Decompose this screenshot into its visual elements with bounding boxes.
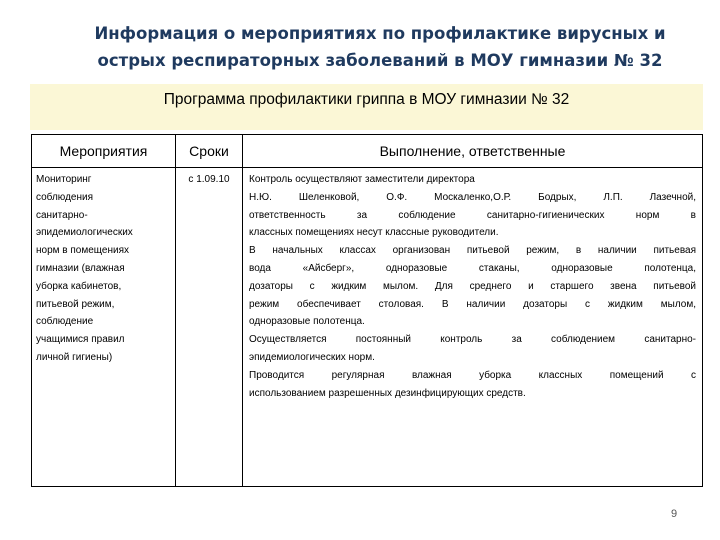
activity-line: уборка кабинетов, <box>36 280 122 292</box>
execution-line: классных помещениях несут классные руководители. <box>249 227 499 239</box>
execution-line: вода «Айсберг», одноразовые стаканы, одноразовые полотенца, <box>249 262 696 274</box>
date-cell: с 1.09.10 <box>176 168 243 487</box>
activity-line: санитарно- <box>36 209 88 221</box>
activity-line: личной гигиены) <box>36 351 113 363</box>
execution-line: одноразовые полотенца. <box>249 316 365 328</box>
execution-line: Осуществляется постоянный контроль за соблюдением санитарно- <box>249 334 696 346</box>
execution-line: ответственность за соблюдение санитарно-гигиенических норм в <box>249 209 696 221</box>
execution-line: режим обеспечивает столовая. В наличии дозаторы с жидким мылом, <box>249 298 696 310</box>
activity-line: норм в помещениях <box>36 245 130 257</box>
slide-title <box>60 20 700 74</box>
execution-line: Н.Ю. Шеленковой, О.Ф. Москаленко,О.Р. Бодрых, Л.П. Лазечной, <box>249 191 696 203</box>
activity-line: эпидемиологических <box>36 227 133 239</box>
execution-cell <box>243 168 703 487</box>
header-activities: Мероприятия <box>32 135 176 168</box>
execution-line: В начальных классах организован питьевой режим, в наличии питьевая <box>249 245 696 257</box>
activity-cell <box>32 168 176 487</box>
activity-line: учащимися правил <box>36 334 125 346</box>
execution-line: Проводится регулярная влажная уборка классных помещений с <box>249 369 696 381</box>
title-line-1: Информация о мероприятиях по профилактике вирусных и <box>94 24 666 43</box>
header-dates: Сроки <box>176 135 243 168</box>
activity-line: Мониторинг <box>36 174 92 185</box>
table-row <box>32 168 703 487</box>
table-header-row <box>32 135 703 168</box>
activity-line: соблюдение <box>36 316 94 328</box>
program-subtitle: Программа профилактики гриппа в МОУ гимназии № 32 <box>163 91 570 108</box>
title-line-2: острых респираторных заболеваний в МОУ гимназии № 32 <box>97 51 663 70</box>
activity-line: гимназии (влажная <box>36 262 125 274</box>
execution-line: дозаторы с жидким мылом. Для среднего и старшего звена питьевой <box>249 280 696 292</box>
activity-line: соблюдения <box>36 191 93 203</box>
execution-line: использованием разрешенных дезинфицирующих средств. <box>249 387 526 399</box>
activity-line: питьевой режим, <box>36 298 115 310</box>
execution-line: эпидемиологических норм. <box>249 351 375 363</box>
page-number: 9 <box>670 508 678 520</box>
header-execution: Выполнение, ответственные <box>243 135 703 168</box>
execution-line: Контроль осуществляют заместители директора <box>249 174 475 185</box>
program-table <box>31 134 703 487</box>
